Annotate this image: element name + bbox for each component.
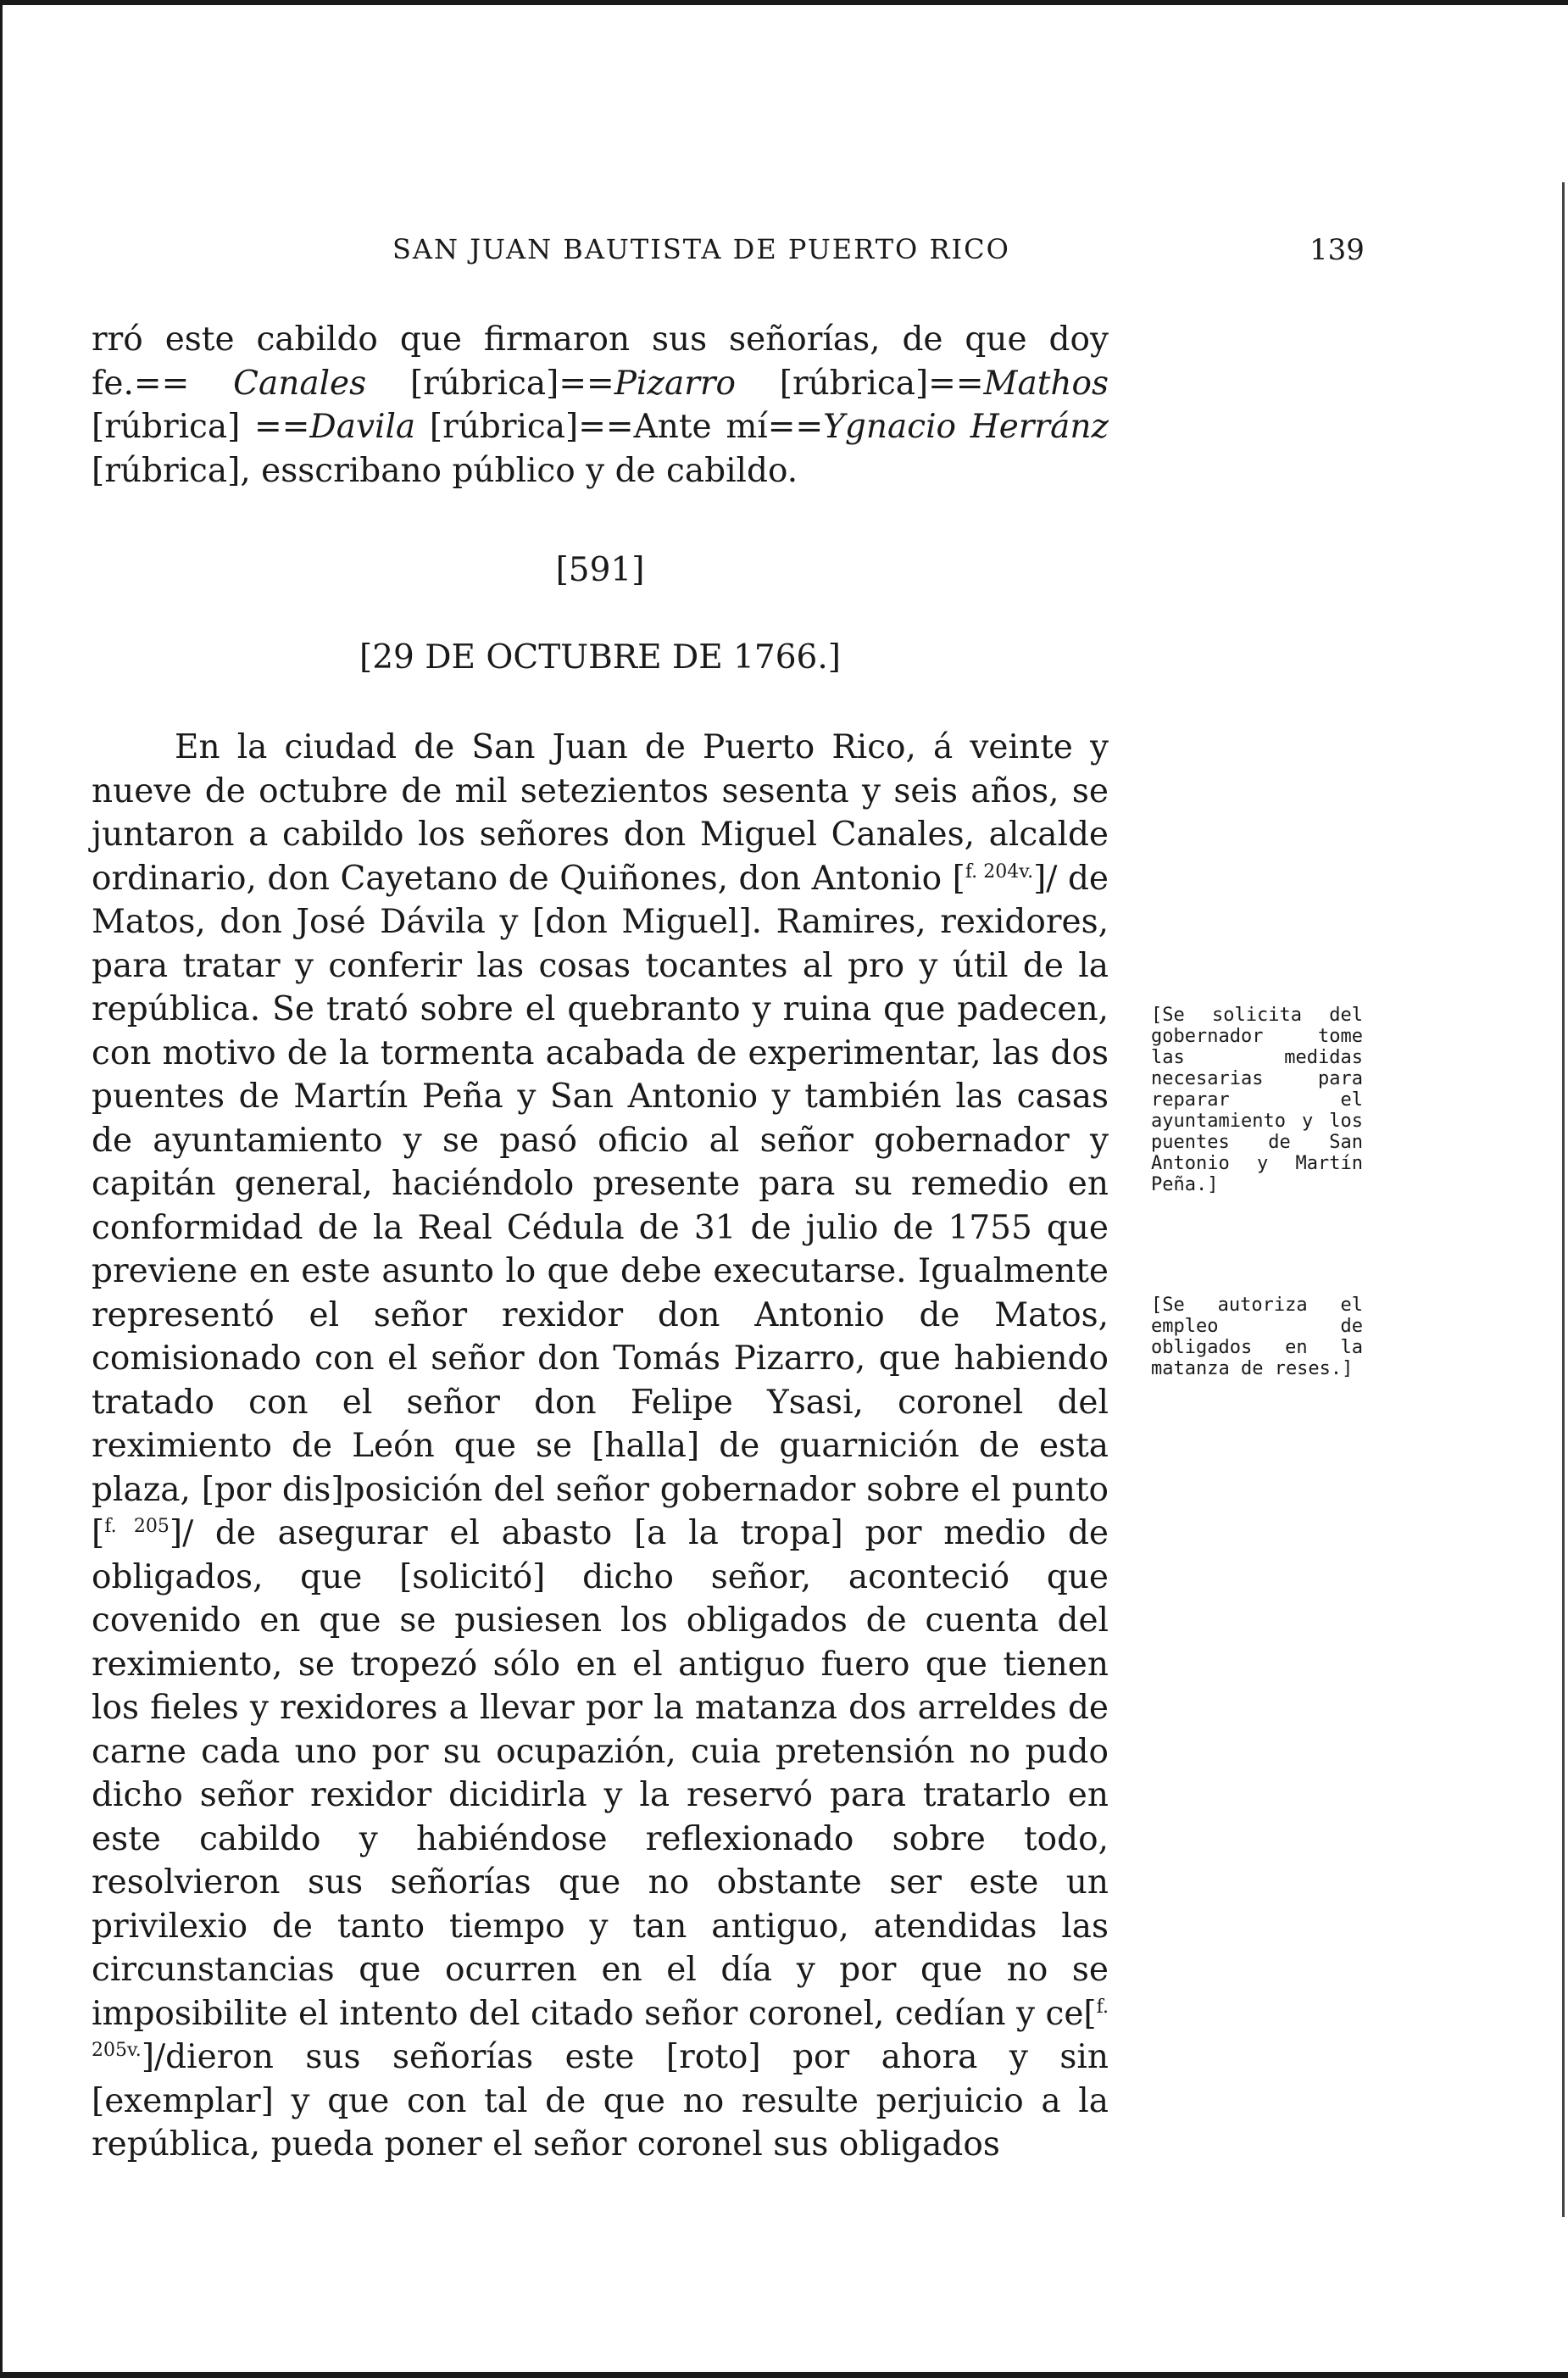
scan-edge-bottom xyxy=(0,2372,1568,2378)
opening-paragraph xyxy=(92,318,1109,493)
main-text: En la ciudad de San Juan de Puerto Rico, á veinte y nueve de octubre de mil setezientos sesenta y seis años, se juntaron a cabildo los señores don Miguel Canales, alcalde ordinario, don Cayetano de Quiñones, don Antonio [$^{f. 204v.}$]/ de Matos, don José Dávila y [don Miguel]. Ramires, rexidores, para tratar y conferir las cosas tocantes al pro y útil de la república. Se trató sobre el quebranto y ruina que padecen, con motivo de la tormenta acabada de experimentar, las dos puentes de Martín Peña y San Antonio y también las casas de ayuntamiento y se pasó oficio al señor gobernador y capitán general, haciéndolo presente para su remedio en conformidad de la Real Cédula de 31 de julio de 1755 que previene en este asunto lo que debe executarse. Igualmente representó el señor rexidor don Antonio de Matos, comisionado con el señor don Tomás Pizarro, que habiendo tratado con el señor don Felipe Ysasi, coronel del reximiento de León que se [halla] de guarnición de esta plaza, [por dis]posición del señor gobernador sobre el punto [$^{f. 205}$]/ de asegurar el abasto [a la tropa] por medio de obligados, que [solicitó] dicho señor, aconteció que covenido en que se pusiesen los obligados de cuenta del reximiento, se tropezó sólo en el antiguo fuero que tienen los fieles y rexidores a llevar por la matanza dos arreldes de carne cada uno por su ocupazión, cuia pretensión no pudo dicho señor rexidor dicidirla y la reservó para tratarlo en este cabildo y habiéndose reflexionado sobre todo, resolvieron sus señorías que no obstante ser este un privilexio de tanto tiempo y tan antiguo, atendidas las circunstancias que ocurren en el día y por que no se imposibilite el intento del citado señor coronel, cedían y ce[$^{f. 205v.}$]/dieron sus señorías este [roto] por ahora y sin [exemplar] y que con tal de que no resulte perjuicio a la república, pueda poner el señor coronel sus obligados xyxy=(92,728,1109,2164)
margin-note: [Se autoriza el empleo de obligados en la matanza de reses.] xyxy=(1151,1295,1363,1379)
opening-text: rró este cabildo que firmaron sus señorías, de que doy fe.== Canales [rúbrica]==Pizarro [rúbrica]==Mathos [rúbrica] ==Davila [rúbrica]==Ante mí==Ygnacio Herránz [rúbrica], esscribano público y de cabildo. xyxy=(92,320,1109,490)
margin-note: [Se solicita del gobernador tome las medidas necesarias para reparar el ayuntamiento y los puentes de San Antonio y Martín Peña.] xyxy=(1151,1005,1363,1195)
running-head: SAN JUAN BAUTISTA DE PUERTO RICO xyxy=(392,233,1010,265)
signatory-name: Pizarro xyxy=(614,364,736,403)
signatory-name: Ygnacio Herránz xyxy=(823,408,1109,446)
signatory-name: Mathos xyxy=(983,364,1109,403)
folio-marker: f. 205v. xyxy=(92,1996,1109,2061)
signatory-name: Canales xyxy=(233,364,367,403)
signatory-name: Davila xyxy=(309,408,416,446)
main-paragraph xyxy=(92,726,1109,2167)
scan-edge-top xyxy=(0,0,1568,5)
document-number: [591] xyxy=(555,551,645,589)
scan-edge-right xyxy=(1562,182,1565,2217)
document-date: [29 DE OCTUBRE DE 1766.] xyxy=(359,638,841,677)
folio-marker: f. 205 xyxy=(104,1516,170,1537)
page-number: 139 xyxy=(1309,233,1365,267)
scan-edge-left xyxy=(0,0,3,2378)
folio-marker: f. 204v. xyxy=(965,860,1034,883)
